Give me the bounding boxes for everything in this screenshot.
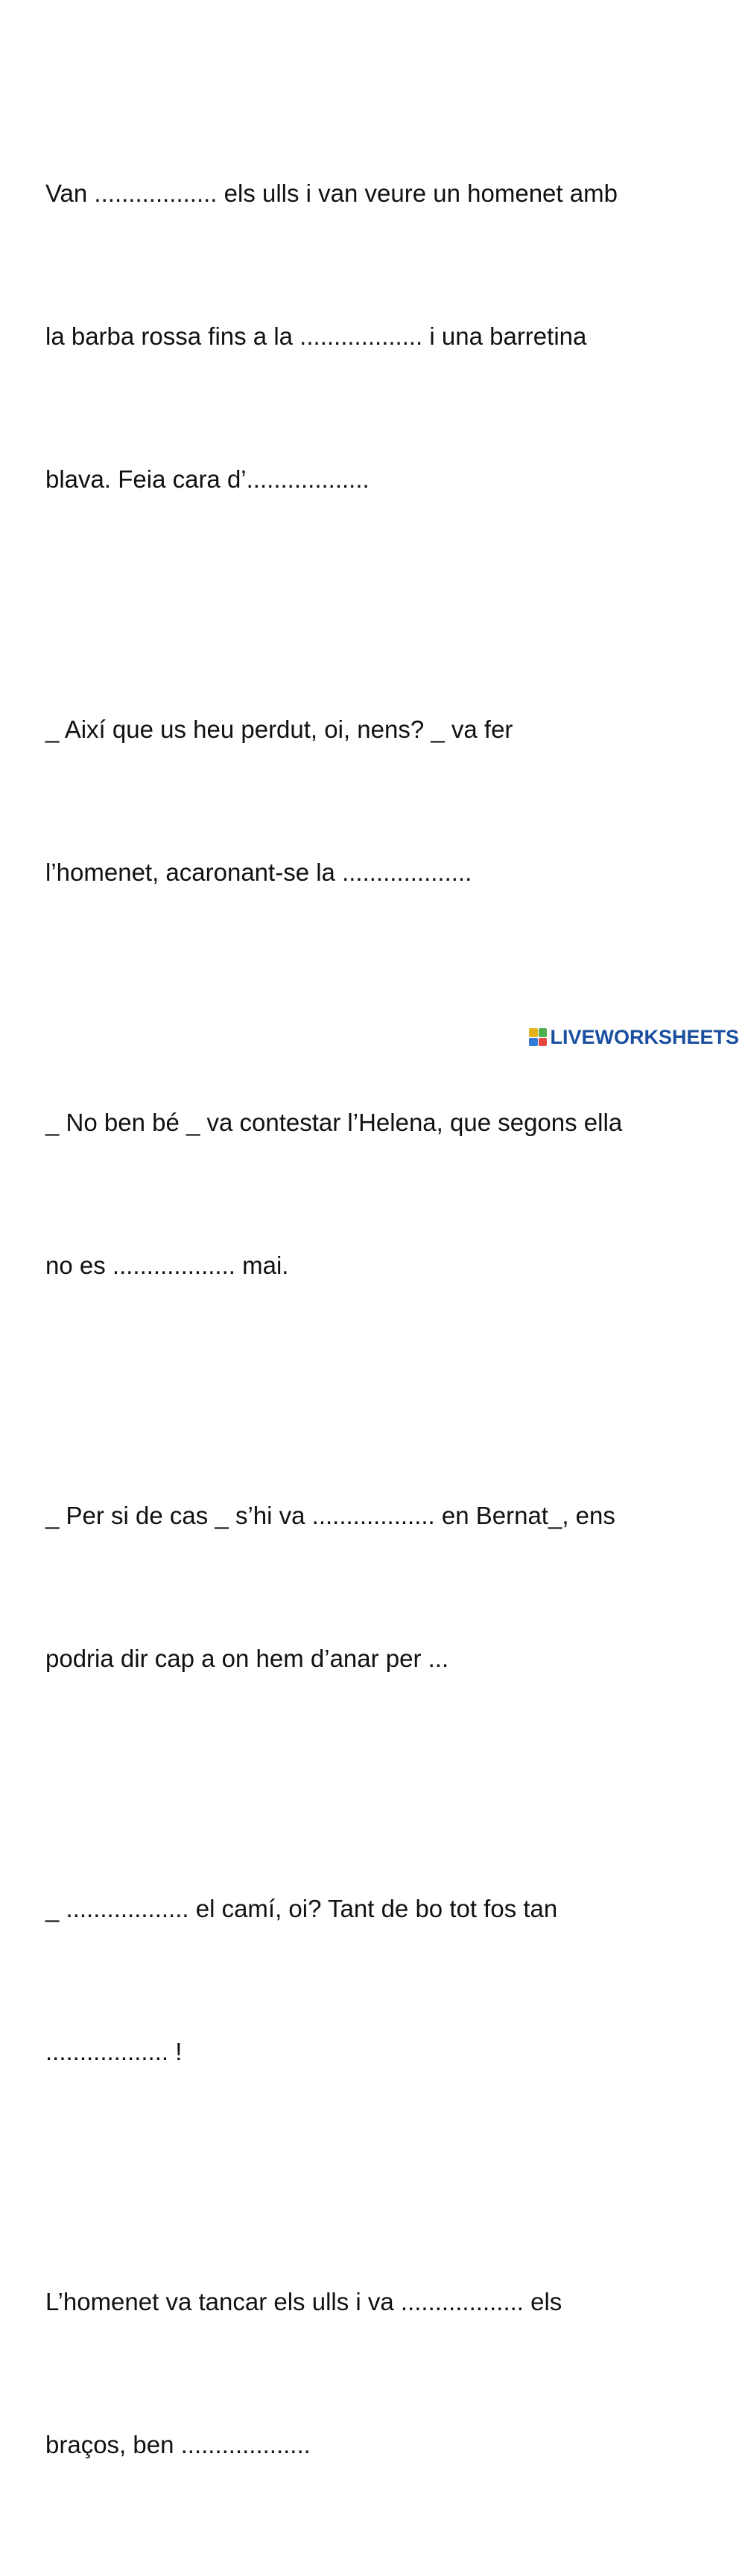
paragraph-5 <box>45 1790 716 2171</box>
paragraph-3 <box>45 1004 716 1385</box>
text-line: _ No ben bé _ va contestar l’Helena, que segons ella <box>45 1109 623 1136</box>
text-line: no es .................. mai. <box>45 1252 289 1279</box>
text-line: blava. Feia cara d’.................. <box>45 465 370 493</box>
paragraph-2 <box>45 610 716 992</box>
text-line: _ .................. el camí, oi? Tant de bo tot fos tan <box>45 1895 558 1922</box>
paragraph-4 <box>45 1397 716 1778</box>
logo-square-3 <box>529 1038 538 1047</box>
worksheet-text <box>45 74 716 2576</box>
text-line: la barba rossa fins a la .................. i una barretina <box>45 322 587 350</box>
liveworksheets-logo[interactable] <box>529 1027 739 1048</box>
paragraph-1 <box>45 74 716 599</box>
text-line: _ Per si de cas _ s’hi va .................. en Bernat_, ens <box>45 1502 615 1529</box>
text-line: l’homenet, acaronant-se la ................... <box>45 858 472 886</box>
text-line: _ Així que us heu perdut, oi, nens? _ va fer <box>45 715 513 743</box>
logo-square-2 <box>539 1028 548 1037</box>
text-line: L’homenet va tancar els ulls i va .................. els <box>45 2288 562 2315</box>
logo-square-4 <box>539 1038 548 1047</box>
liveworksheets-brand-text: LIVEWORKSHEETS <box>550 1025 739 1048</box>
text-line: braços, ben ................... <box>45 2431 311 2458</box>
liveworksheets-logo-icon <box>529 1028 547 1046</box>
paragraph-6 <box>45 2183 716 2564</box>
text-line: podria dir cap a on hem d’anar per ... <box>45 1645 449 1672</box>
logo-square-1 <box>529 1028 538 1037</box>
text-line: Van .................. els ulls i van veure un homenet amb <box>45 179 618 207</box>
text-line: .................. ! <box>45 2038 183 2065</box>
